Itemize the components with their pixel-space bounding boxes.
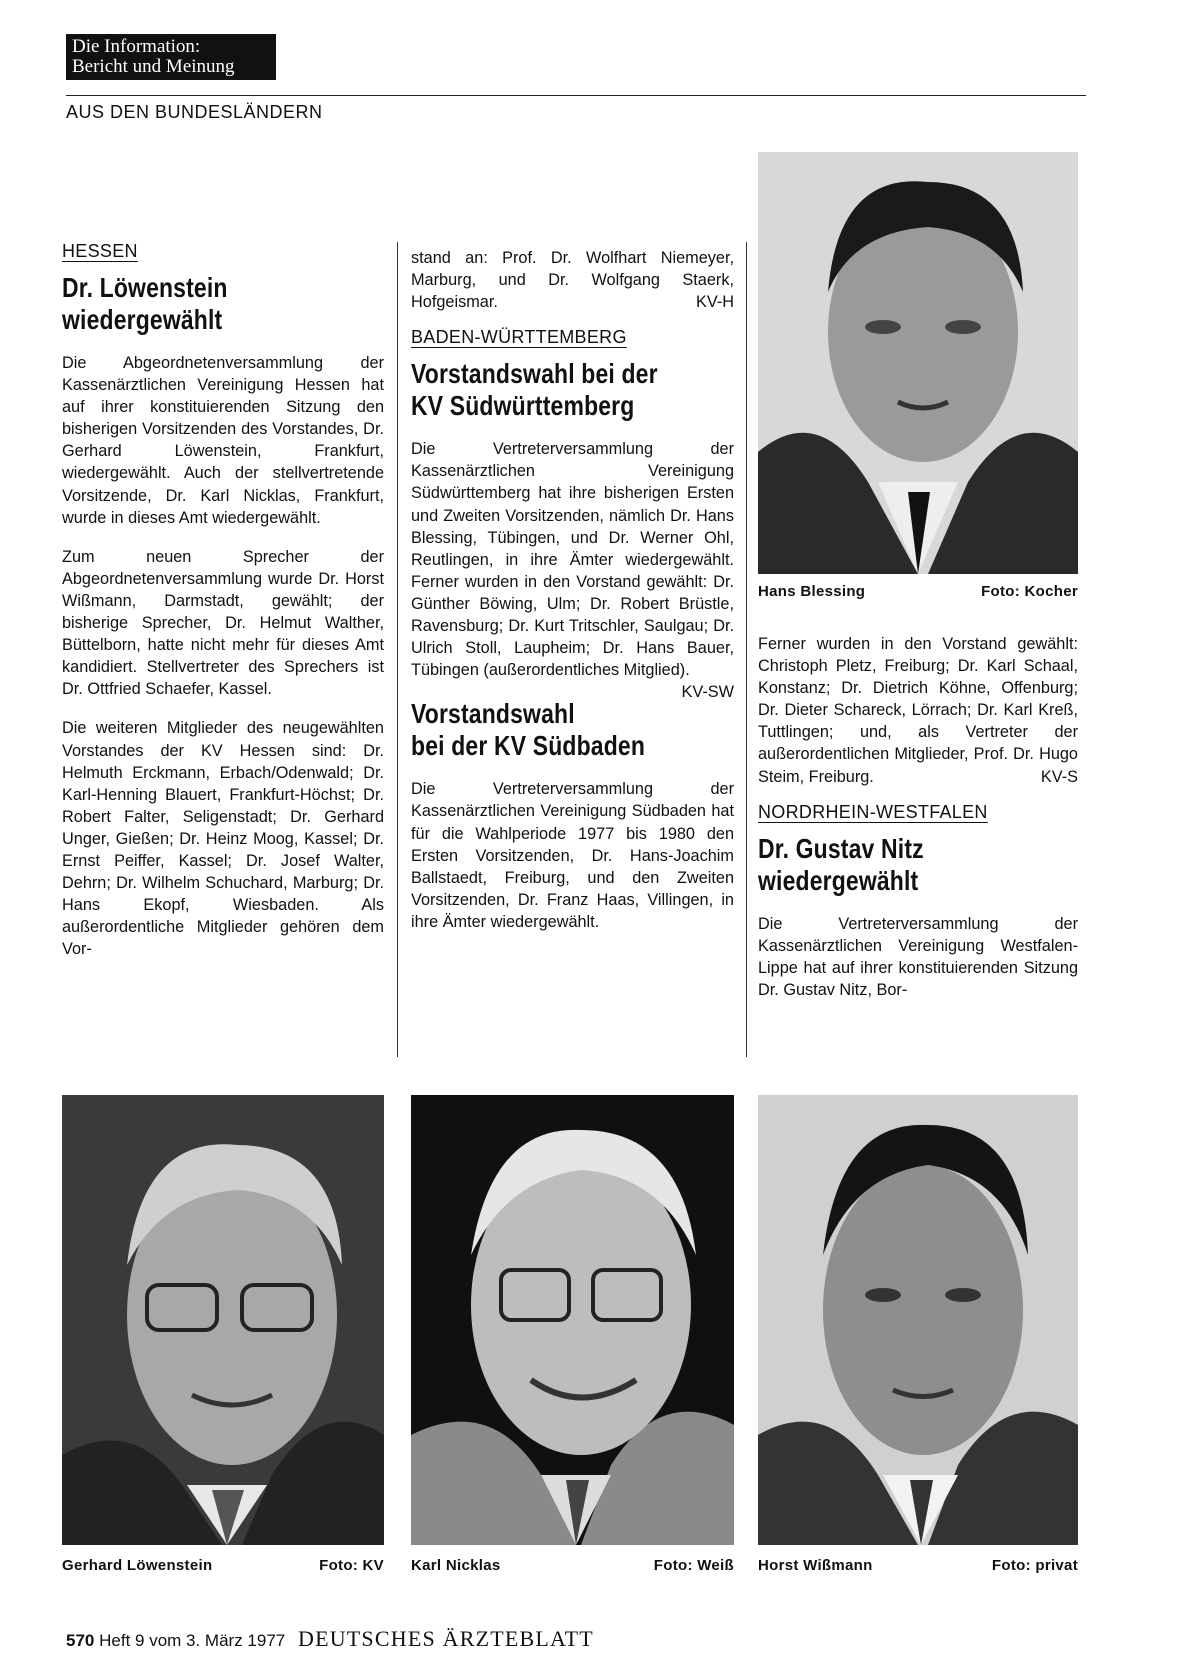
portrait-image <box>62 1095 384 1545</box>
headline-line: Vorstandswahl bei der <box>411 358 658 390</box>
signature: KV-SW <box>681 683 734 702</box>
headline-line: Dr. Löwenstein <box>62 272 228 303</box>
photo-hans-blessing <box>758 152 1078 574</box>
caption-name: Hans Blessing <box>758 583 866 600</box>
masthead-line-1: Die Information: <box>72 36 201 57</box>
page-footer <box>66 1626 594 1652</box>
caption-name: Karl Nicklas <box>411 1557 501 1574</box>
portrait-image <box>758 1095 1078 1545</box>
caption-credit: Foto: privat <box>991 1557 1078 1574</box>
photo-horst-wissmann <box>758 1095 1078 1545</box>
caption-credit: Foto: KV <box>319 1557 384 1574</box>
region-header: AUS DEN BUNDESLÄNDERN <box>66 102 323 122</box>
headline-suedwuerttemberg <box>411 358 676 422</box>
signature: KV-S <box>1040 767 1078 786</box>
headline-line: wiedergewählt <box>62 304 223 335</box>
caption-name: Gerhard Löwenstein <box>62 1557 213 1574</box>
caption-credit: Foto: Kocher <box>981 583 1078 600</box>
headline-suedbaden <box>411 698 676 762</box>
headline-hessen <box>62 272 326 336</box>
portrait-image <box>411 1095 734 1545</box>
paragraph-text: Ferner wurden in den Vorstand gewählt: Christoph Pletz, Freiburg; Dr. Karl Schaal, Konstanz; Dr. Dietrich Köhne, Offenburg; Dr. Dieter Schareck, Lörrach; Dr. Karl Kreß, Tuttlingen; und, als Vertreter der außerordentlichen Mitglieder, Prof. Dr. Hugo Steim, Freiburg. <box>758 635 1078 786</box>
photo-karl-nicklas <box>411 1095 734 1545</box>
signature: KV-H <box>696 293 734 312</box>
caption-gerhard-loewenstein <box>62 1557 384 1574</box>
paragraph: Die weiteren Mitglieder des neugewählten Vorstandes der KV Hessen sind: Dr. Helmuth Erckmann, Erbach/Odenwald; Dr. Karl-Henning Blauert, Frankfurt-Höchst; Dr. Robert Falter, Seligenstadt; Dr. Gerhard Unger, Gießen; Dr. Heinz Moog, Kassel; Dr. Ernst Peiffer, Kassel; Dr. Josef Walter, Dehrn; Dr. Wilhelm Schuchard, Marburg; Dr. Hans Ekopf, Wiesbaden. Als außerordentliche Mitglieder gehören dem Vor- <box>62 719 384 959</box>
portrait-image <box>758 152 1078 574</box>
paragraph: Die Abgeordnetenversammlung der Kassenärztlichen Vereinigung Hessen hat auf ihrer konstituierenden Sitzung den bisherigen Vorsitzenden des Vorstandes, Dr. Gerhard Löwenstein, Frankfurt, wiedergewählt. Auch der stellvertretende Vorsitzende, Dr. Karl Nicklas, Frankfurt, wurde in dieses Amt wiedergewählt. <box>62 354 384 527</box>
headline-line: Vorstandswahl <box>411 698 575 730</box>
issue-info: Heft 9 vom 3. März 1977 <box>99 1631 286 1650</box>
caption-hans-blessing <box>758 583 1078 600</box>
masthead-line-2: Bericht und Meinung <box>72 56 235 77</box>
column-middle <box>411 247 734 933</box>
headline-line: KV Südwürttemberg <box>411 390 635 422</box>
paragraph-text: stand an: Prof. Dr. Wolfhart Niemeyer, Marburg, und Dr. Wolfgang Staerk, Hofgeismar. <box>411 249 734 312</box>
caption-credit: Foto: Weiß <box>653 1557 734 1574</box>
paragraph <box>411 438 734 702</box>
top-rule <box>66 95 1086 96</box>
column-right <box>758 633 1078 1001</box>
caption-karl-nicklas <box>411 1557 734 1574</box>
kicker-baden-wuerttemberg: BADEN-WÜRTTEMBERG <box>411 327 627 348</box>
article-hessen <box>62 241 384 960</box>
column-divider <box>746 242 747 1057</box>
headline-line: bei der KV Südbaden <box>411 730 646 762</box>
headline-line: wiedergewählt <box>758 864 919 896</box>
kicker-hessen: HESSEN <box>62 241 138 261</box>
column-divider <box>397 242 398 1057</box>
paragraph: Zum neuen Sprecher der Abgeordnetenversammlung wurde Dr. Horst Wißmann, Darmstadt, gewählt; der bisherige Sprecher, Dr. Helmut Walther, Büttelborn, hatte nicht mehr für dieses Amt kandidiert. Stellvertreter des Sprechers ist Dr. Ottfried Schaefer, Kassel. <box>62 547 384 699</box>
paragraph: Die Vertreterversammlung der Kassenärztlichen Vereinigung Westfalen-Lippe hat auf ihrer konstituierenden Sitzung Dr. Gustav Nitz, Bor- <box>758 914 1078 999</box>
kicker-nordrhein-westfalen: NORDRHEIN-WESTFALEN <box>758 801 988 822</box>
caption-name: Horst Wißmann <box>758 1557 873 1574</box>
paragraph-continued <box>411 247 734 313</box>
paragraph: Die Vertreterversammlung der Kassenärztlichen Vereinigung Südbaden hat für die Wahlperiode 1977 bis 1980 den Ersten Vorsitzenden, Dr. Hans-Joachim Ballstaedt, Freiburg, und den Zweiten Vorsitzenden, Dr. Franz Haas, Villingen, in ihre Ämter wiedergewählt. <box>411 780 734 931</box>
paragraph-text: Die Vertreterversammlung der Kassenärztlichen Vereinigung Südwürttemberg hat ihre bisherigen Ersten und Zweiten Vorsitzenden, nämlich Dr. Hans Blessing, Tübingen, und Dr. Werner Ohl, Reutlingen, in ihre Ämter wiedergewählt. Ferner wurden in den Vorstand gewählt: Dr. Günther Böwing, Ulm; Dr. Robert Brüstle, Ravensburg; Dr. Kurt Tritschler, Saulgau; Dr. Ulrich Stoll, Laupheim; Dr. Hans Bauer, Tübingen (außerordentliches Mitglied). <box>411 440 734 680</box>
page-number: 570 <box>66 1631 95 1650</box>
headline-line: Dr. Gustav Nitz <box>758 832 924 864</box>
section-masthead <box>66 34 276 80</box>
publication-name: DEUTSCHES ÄRZTEBLATT <box>297 1626 594 1651</box>
photo-gerhard-loewenstein <box>62 1095 384 1545</box>
paragraph-continued <box>758 633 1078 788</box>
caption-horst-wissmann <box>758 1557 1078 1574</box>
headline-nordrhein-westfalen <box>758 833 1020 897</box>
